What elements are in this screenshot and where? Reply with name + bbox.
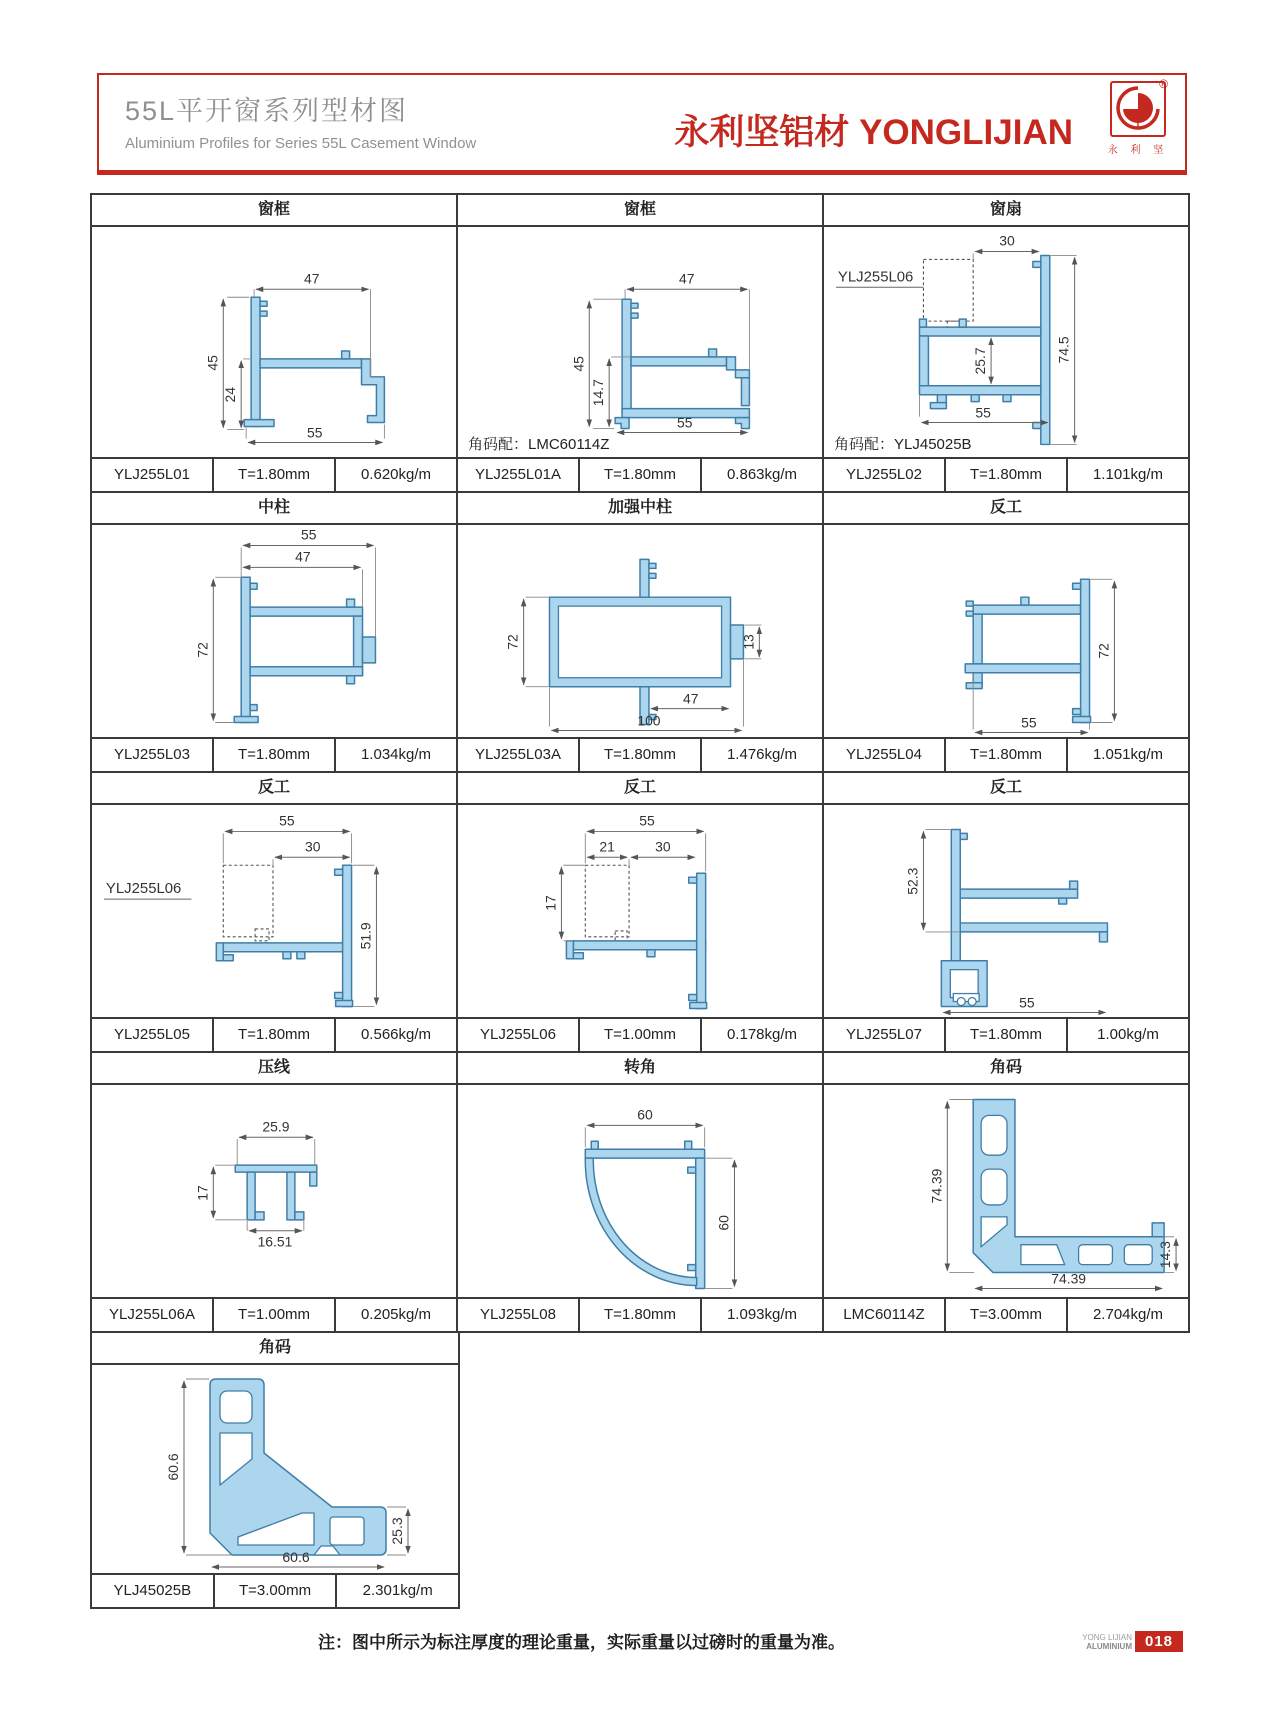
logo-icon [1110, 77, 1168, 137]
model-label: YLJ255L03A [475, 746, 561, 763]
dim-label: 55 [975, 404, 991, 421]
dim-label: 55 [279, 812, 295, 829]
dim-label: 51.9 [357, 922, 374, 950]
profile-diagram-lmc60114z [824, 1085, 1188, 1297]
cell-info [824, 1297, 1188, 1331]
dim-label: 16.51 [257, 1233, 293, 1250]
thickness-label: T=1.80mm [212, 1019, 334, 1051]
ref-profile-label: YLJ255L06 [105, 881, 182, 898]
svg-text:丫: 丫 [1131, 116, 1145, 131]
dim-label: 52.3 [904, 867, 921, 895]
dim-label: 55 [639, 812, 655, 829]
cell-title: 反工 [824, 493, 1188, 525]
thickness-label: T=1.00mm [212, 1299, 334, 1331]
model-label: YLJ255L02 [846, 466, 922, 483]
thickness-label: T=1.80mm [944, 739, 1066, 771]
footer-brand-text [1082, 1633, 1132, 1651]
page-number-badge: 018 [1135, 1631, 1183, 1652]
dim-label: 25.7 [972, 347, 989, 375]
dim-label: 55 [677, 414, 693, 431]
dim-label: 47 [679, 270, 695, 287]
thickness-label: T=1.80mm [578, 739, 700, 771]
thickness-label: T=1.80mm [944, 459, 1066, 491]
corner-code-note: 角码配：YLJ45025B [834, 436, 972, 453]
thickness-label: T=3.00mm [213, 1575, 336, 1607]
dim-label: 14.3 [1157, 1241, 1174, 1269]
model-label: YLJ255L08 [480, 1306, 556, 1323]
dim-label: 55 [1021, 714, 1037, 731]
weight-label: 2.301kg/m [335, 1575, 458, 1607]
thickness-label: T=1.80mm [944, 1019, 1066, 1051]
cell-title: 转角 [458, 1053, 822, 1085]
weight-label: 1.476kg/m [700, 739, 822, 771]
weight-label: 0.863kg/m [700, 459, 822, 491]
weight-label: 1.034kg/m [334, 739, 456, 771]
dim-label: 25.9 [262, 1118, 290, 1135]
profile-diagram-ylj255l03 [92, 525, 456, 737]
profile-cell-ylj255l03 [92, 493, 456, 771]
dim-label: 55 [1019, 994, 1035, 1011]
dim-label: 74.39 [928, 1168, 945, 1204]
weight-label: 1.101kg/m [1066, 459, 1188, 491]
thickness-label: T=1.80mm [578, 1299, 700, 1331]
model-label: YLJ255L03 [114, 746, 190, 763]
cell-info [458, 737, 822, 771]
profile-diagram-ylj255l03a [458, 525, 822, 737]
cell-title: 反工 [92, 773, 456, 805]
cell-title: 窗框 [92, 195, 456, 227]
profile-cell-ylj255l03a [456, 493, 822, 771]
dim-label: 17 [194, 1185, 211, 1201]
weight-label: 0.566kg/m [334, 1019, 456, 1051]
cell-info [824, 1017, 1188, 1051]
model-label: YLJ255L01 [114, 466, 190, 483]
cell-info [92, 457, 456, 491]
dim-label: 60 [637, 1106, 653, 1123]
page-subtitle: Aluminium Profiles for Series 55L Casement Window [125, 135, 477, 152]
header-box [97, 73, 1187, 175]
thickness-label: T=1.80mm [212, 459, 334, 491]
profile-cell-lmc60114z [822, 1053, 1188, 1331]
dim-label: 55 [307, 424, 323, 441]
footer-brand-line2: ALUMINIUM [1086, 1641, 1132, 1651]
dim-label: 14.7 [590, 379, 607, 407]
dim-label: 30 [305, 838, 321, 855]
dim-label: 25.3 [389, 1517, 405, 1545]
profile-diagram-ylj45025b [92, 1365, 458, 1573]
cell-info [824, 457, 1188, 491]
weight-label: 0.178kg/m [700, 1019, 822, 1051]
cell-info [458, 457, 822, 491]
profile-diagram-ylj255l01a [458, 227, 822, 457]
model-label: YLJ255L07 [846, 1026, 922, 1043]
profile-diagram-ylj255l02 [824, 227, 1188, 457]
grid-row-4 [92, 1051, 1188, 1331]
profile-diagram-ylj255l01 [92, 227, 456, 457]
profile-cell-ylj255l02 [822, 195, 1188, 491]
dim-label: 74.39 [1051, 1270, 1087, 1287]
dim-label: 72 [504, 634, 521, 650]
cell-info [92, 1297, 456, 1331]
footer-brand-line1: YONG LIJIAN [1082, 1632, 1132, 1642]
cell-title: 中柱 [92, 493, 456, 525]
cell-title: 窗框 [458, 195, 822, 227]
profile-diagram-ylj255l06a [92, 1085, 456, 1297]
dim-label: 45 [570, 356, 587, 372]
weight-label: 1.00kg/m [1066, 1019, 1188, 1051]
dim-label: 74.5 [1055, 336, 1072, 364]
dim-label: 72 [1095, 643, 1112, 659]
weight-label: 1.051kg/m [1066, 739, 1188, 771]
profile-diagram-ylj255l08 [458, 1085, 822, 1297]
cell-title: 压线 [92, 1053, 456, 1085]
dim-label: 47 [682, 690, 699, 707]
cell-info [92, 737, 456, 771]
profile-diagram-ylj255l07 [824, 805, 1188, 1017]
dim-label: 47 [304, 270, 320, 287]
corner-code-note: 角码配：LMC60114Z [468, 436, 610, 453]
brand-en: YONGLIJIAN [859, 113, 1073, 152]
profile-cell-ylj255l01 [92, 195, 456, 491]
cell-title: 反工 [824, 773, 1188, 805]
dim-label: 47 [295, 548, 311, 565]
cell-title: 加强中柱 [458, 493, 822, 525]
model-label: YLJ255L01A [475, 466, 561, 483]
cell-title: 反工 [458, 773, 822, 805]
thickness-label: T=3.00mm [944, 1299, 1066, 1331]
profile-grid [90, 193, 1190, 1333]
profile-cell-ylj45025b [92, 1333, 458, 1607]
profile-diagram-ylj255l05 [92, 805, 456, 1017]
registered-mark-icon: ® [1159, 77, 1168, 91]
cell-title: 角码 [92, 1333, 458, 1365]
cell-title: 角码 [824, 1053, 1188, 1085]
dim-label: 13 [740, 634, 757, 650]
page-footer-brand [1082, 1631, 1183, 1652]
page-title: 55L平开窗系列型材图 [125, 96, 409, 126]
dim-label: 72 [194, 642, 211, 658]
grid-row-2 [92, 491, 1188, 771]
logo-swirl-icon [1112, 83, 1164, 135]
profile-cell-ylj255l08 [456, 1053, 822, 1331]
cell-info [92, 1573, 458, 1607]
weight-label: 2.704kg/m [1066, 1299, 1188, 1331]
profile-diagram-ylj255l06 [458, 805, 822, 1017]
dim-label: 100 [637, 712, 661, 729]
profile-cell-ylj255l01a [456, 195, 822, 491]
grid-row-1 [92, 195, 1188, 491]
cell-info [92, 1017, 456, 1051]
cell-info [458, 1297, 822, 1331]
profile-cell-ylj255l06 [456, 773, 822, 1051]
profile-cell-ylj255l06a [92, 1053, 456, 1331]
model-label: YLJ255L04 [846, 746, 922, 763]
model-label: YLJ45025B [113, 1582, 192, 1599]
cell-info [824, 737, 1188, 771]
model-label: LMC60114Z [843, 1306, 925, 1323]
profile-diagram-ylj255l04 [824, 525, 1188, 737]
ref-profile-label: YLJ255L06 [837, 269, 914, 286]
weight-label: 1.093kg/m [700, 1299, 822, 1331]
dim-label: 60.6 [165, 1453, 181, 1481]
profile-cell-ylj255l07 [822, 773, 1188, 1051]
grid-row-3 [92, 771, 1188, 1051]
dim-label: 45 [204, 355, 221, 371]
thickness-label: T=1.80mm [578, 459, 700, 491]
model-label: YLJ255L06A [109, 1306, 195, 1323]
model-label: YLJ255L06 [480, 1026, 556, 1043]
dim-label: 30 [655, 838, 671, 855]
dim-label: 60.6 [282, 1549, 310, 1565]
dim-label: 17 [542, 895, 559, 911]
title-block [125, 89, 476, 152]
weight-label: 0.205kg/m [334, 1299, 456, 1331]
logo-caption: 永 利 坚 [1107, 145, 1169, 156]
thickness-label: T=1.80mm [212, 739, 334, 771]
brand-text [674, 105, 1073, 155]
dim-label: 55 [301, 526, 317, 543]
dim-label: 24 [222, 386, 239, 403]
profile-cell-ylj255l04 [822, 493, 1188, 771]
model-label: YLJ255L05 [114, 1026, 190, 1043]
thickness-label: T=1.00mm [578, 1019, 700, 1051]
cell-title: 窗扇 [824, 195, 1188, 227]
cell-info [458, 1017, 822, 1051]
profile-grid-extra [90, 1331, 460, 1609]
profile-cell-ylj255l05 [92, 773, 456, 1051]
footer-note: 注：图中所示为标注厚度的理论重量，实际重量以过磅时的重量为准。 [318, 1633, 845, 1652]
brand-logo [1105, 77, 1171, 156]
brand-zh: 永利坚铝材 [674, 113, 850, 152]
dim-label: 30 [999, 232, 1015, 249]
dim-label: 21 [599, 838, 615, 855]
weight-label: 0.620kg/m [334, 459, 456, 491]
dim-label: 60 [715, 1215, 732, 1231]
